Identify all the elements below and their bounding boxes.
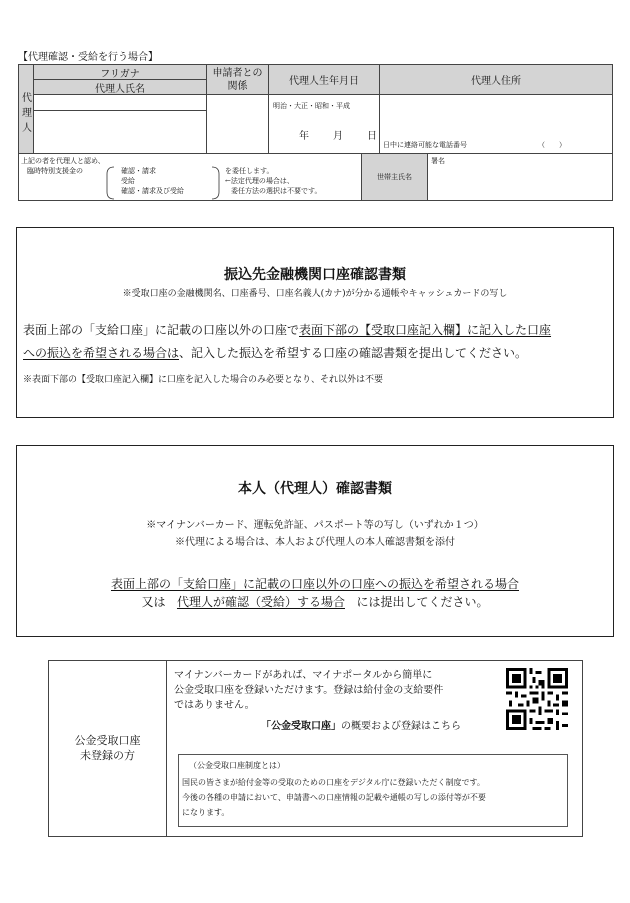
birthdate-header: 代理人生年月日 [268,64,380,95]
public-label-line2: 未登録の方 [80,749,135,762]
proxy-name-header: 代理人氏名 [33,79,207,95]
signature-label: 署名 [431,157,445,165]
option-confirm-request-receive[interactable]: 確認・請求及び受給 [121,187,184,195]
identity-line3: 表面上部の「支給口座」に記載の口座以外の口座への振込を希望される場合 [110,577,519,591]
explainer-line2: 今後の各種の申請において、申請書への口座情報の記載や通帳の写しの添付等が不要 [182,793,486,802]
option-receive[interactable]: 受給 [121,177,135,185]
identity-line4-proxy: 代理人が確認（受給）する場合 [176,595,345,609]
identity-line4-or: 又は [141,595,166,609]
public-text-line3: ではありません。 [174,700,255,711]
bank-body-d: 、記入した振込を希望する口座の確認書類を提出してください。 [179,346,528,360]
bank-box-subtitle: ※受取口座の金融機関名、口座番号、口座名義人(カナ)が分かる通帳やキャッシュカードの写し [122,289,508,299]
address-header: 代理人住所 [379,64,613,95]
public-account-explainer [178,754,568,827]
signature-field[interactable] [427,153,613,201]
proxy-name-field[interactable] [33,110,207,154]
public-account-link[interactable] [261,717,461,732]
public-link-bold: 「公金受取口座」 [261,721,341,732]
householder-label: 世帯主氏名 [361,153,428,201]
explainer-title: （公金受取口座制度とは） [189,761,285,770]
furigana-header: フリガナ [33,64,207,80]
bank-box-body [23,319,609,365]
furigana-field[interactable] [33,94,207,111]
delegate-line1: 上記の者を代理人と認め、 [21,157,105,165]
qr-code-icon[interactable] [506,668,568,730]
explainer-line3: になります。 [182,808,230,817]
bank-body-c: への振込を希望される場合は [23,346,180,360]
phone-label: 日中に連絡可能な電話番号 [383,141,467,149]
proxy-row-label-cell [18,64,34,154]
identity-box-title: 本人（代理人）確認書類 [238,481,392,497]
public-label-line1: 公金受取口座 [74,734,141,747]
identity-line4 [17,593,613,610]
right-brace-icon [211,166,221,200]
identity-line1: ※マイナンバーカード、運転免許証、パスポート等の写し（いずれか１つ） [146,520,484,531]
bank-body-a: 表面上部の「支給口座」に記載の口座以外の口座で [23,323,300,337]
proxy-label-char: 理 [22,108,32,119]
entrust-text: を委任します。 [225,167,274,175]
identity-box [16,445,614,637]
bank-box-note: ※表面下部の【受取口座記入欄】に口座を記入した場合のみ必要となり、それ以外は不要 [23,375,384,385]
proxy-label-char: 代 [22,93,32,104]
relation-header-line2: 関係 [227,80,248,92]
public-text-line1: マイナンバーカードがあれば、マイナポータルから簡単に [174,670,433,681]
bank-box-title: 振込先金融機関口座確認書類 [224,267,406,283]
identity-line2: ※代理による場合は、本人および代理人の本人確認書類を添付 [175,537,455,548]
proxy-label-char: 人 [22,123,32,134]
bank-account-box [16,227,614,418]
legal-note-line1: ←法定代理の場合は、 [225,177,294,185]
birthdate-field[interactable] [268,94,380,154]
relation-field[interactable] [206,94,269,154]
proxy-section-title: 【代理確認・受給を行う場合】 [18,52,158,63]
era-options: 明治・大正・昭和・平成 [273,102,350,110]
identity-line4-rest: には提出してください。 [356,595,489,609]
proxy-table [18,64,613,201]
explainer-line1: 国民の皆さまが給付金等の受取のための口座をデジタル庁に登録いただく制度です。 [182,778,485,787]
public-account-label-cell [49,661,167,836]
bank-body-b: 表面下部の【受取口座記入欄】に記入した口座 [299,323,552,337]
left-brace-icon [105,166,115,200]
day-label: 日 [367,131,377,142]
delegate-line2: 臨時特別支援金の [27,167,83,175]
relation-header-line1: 申請者との [212,67,263,79]
delegation-cell [18,153,362,201]
public-account-text [174,668,443,713]
legal-note-line2: 委任方法の選択は不要です。 [231,187,322,195]
month-label: 月 [333,131,343,142]
phone-paren: （ ） [538,141,566,149]
relation-header [206,64,269,95]
public-link-rest: の概要および登録はこちら [341,721,461,732]
public-text-line2: 公金受取口座を登録いただけます。登録は給付金の支給要件 [174,685,444,696]
address-field[interactable] [379,94,613,154]
year-label: 年 [299,131,309,142]
option-confirm-request[interactable]: 確認・請求 [121,167,156,175]
